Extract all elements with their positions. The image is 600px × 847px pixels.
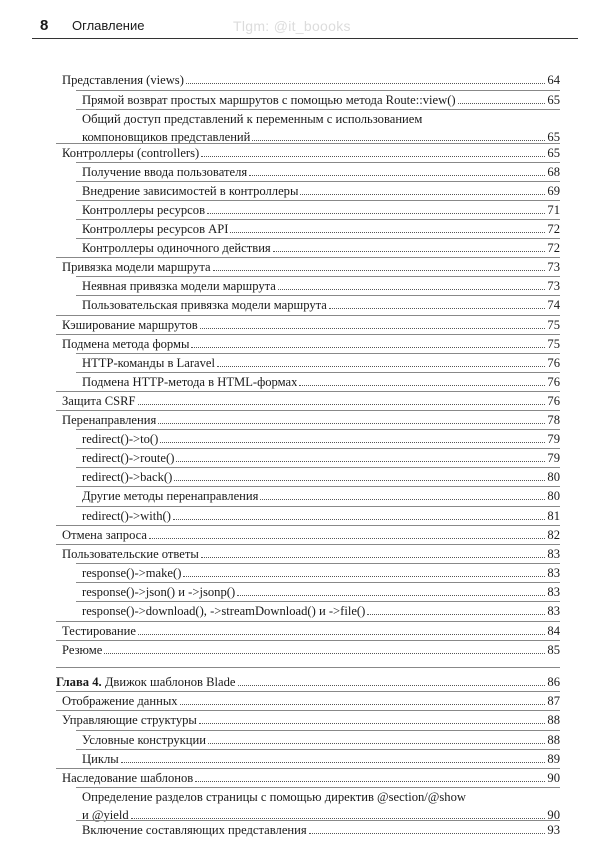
toc-entry-page: 93	[547, 823, 560, 837]
entry-separator	[56, 143, 560, 144]
toc-entry-line	[82, 564, 560, 582]
toc-entry-title-line1: Определение разделов страницы с помощью директив @section/@show	[82, 790, 466, 804]
entry-separator	[76, 749, 560, 750]
dot-leader	[329, 308, 546, 309]
entry-separator	[56, 768, 560, 769]
toc-entry-line	[82, 602, 560, 620]
toc-entry-title-text: Наследование шаблонов	[62, 771, 194, 785]
dot-leader	[160, 442, 545, 443]
toc-entry-title	[62, 622, 136, 640]
dot-leader	[173, 519, 545, 520]
toc-entry-line	[82, 239, 560, 257]
dot-leader	[183, 576, 545, 577]
toc-entry-title	[82, 583, 235, 601]
toc-entry-line	[82, 220, 560, 238]
toc-entry	[56, 507, 560, 525]
toc-entry-title	[62, 392, 136, 410]
dot-leader	[131, 818, 546, 819]
toc-entry-title-text: Отмена запроса	[62, 528, 148, 542]
toc-entry-line	[82, 91, 560, 109]
toc-entry-line	[56, 673, 560, 691]
toc-entry	[56, 487, 560, 505]
toc-entry	[56, 750, 560, 768]
dot-leader	[186, 83, 546, 84]
toc-entry-title	[82, 239, 271, 257]
toc-entry-page: 86	[547, 675, 560, 689]
toc-entry-page: 88	[547, 733, 560, 747]
dot-leader	[208, 743, 545, 744]
toc-entry-line	[82, 430, 560, 448]
toc-entry-page: 90	[547, 771, 560, 785]
toc-entry-page: 64	[547, 73, 560, 87]
toc-entry-title-text: Тестирование	[62, 624, 136, 638]
toc-entry	[56, 411, 560, 429]
toc-entry-title-text: Подмена HTTP-метода в HTML-формах	[82, 375, 298, 389]
toc-entry-line	[82, 373, 560, 391]
toc-entry-page: 83	[547, 566, 560, 580]
toc-entry-title-text: redirect()->to()	[82, 432, 159, 446]
toc-entry-title	[62, 526, 147, 544]
toc-entry-page: 73	[547, 260, 560, 274]
toc-entry-title	[82, 220, 228, 238]
entry-separator	[76, 372, 560, 373]
toc-entry-title-text: redirect()->back()	[82, 470, 173, 484]
entry-separator	[76, 506, 560, 507]
dot-leader	[174, 480, 545, 481]
entry-separator	[76, 429, 560, 430]
toc-entry	[56, 583, 560, 601]
toc-entry-title-text: Привязка модели маршрута	[62, 260, 211, 274]
toc-entry-page: 65	[547, 130, 560, 144]
toc-entry-line	[82, 277, 560, 295]
toc-entry-page: 90	[547, 808, 560, 822]
toc-entry-line	[82, 731, 560, 749]
toc-entry-page: 75	[547, 318, 560, 332]
dot-leader	[238, 685, 546, 686]
entry-separator	[76, 787, 560, 788]
toc-entry	[56, 392, 560, 410]
toc-entry-title-text: Прямой возврат простых маршрутов с помощью метода Route::view()	[82, 93, 456, 107]
toc-entry	[56, 354, 560, 372]
toc-entry-page: 76	[547, 394, 560, 408]
entry-separator	[56, 410, 560, 411]
toc-entry-page: 65	[547, 93, 560, 107]
toc-entry-page: 85	[547, 643, 560, 657]
toc-entry-title-text: компоновщиков представлений	[82, 130, 251, 144]
toc-entry-line	[62, 144, 560, 162]
entry-separator	[56, 315, 560, 316]
toc-entry	[56, 296, 560, 314]
toc-entry-line	[82, 201, 560, 219]
entry-separator	[76, 295, 560, 296]
entry-separator	[76, 90, 560, 91]
toc-entry-title-text: redirect()->route()	[82, 451, 175, 465]
page-number: 8	[40, 17, 49, 34]
toc-entry-page: 78	[547, 413, 560, 427]
toc-entry-title	[62, 144, 199, 162]
toc-entry-page: 68	[547, 165, 560, 179]
dot-leader	[230, 232, 545, 233]
toc-entry-title	[82, 821, 307, 839]
entry-separator	[76, 200, 560, 201]
toc-entry-title-text: Контроллеры (controllers)	[62, 146, 200, 160]
entry-separator	[56, 691, 560, 692]
watermark: Tlgm: @it_boooks	[233, 18, 351, 34]
toc-entry-title-text: Защита CSRF	[62, 394, 136, 408]
chapter-label: Глава 4.	[56, 675, 102, 689]
toc-entry-title	[82, 296, 327, 314]
toc-entry-title	[82, 430, 158, 448]
toc-entry-line	[82, 750, 560, 768]
toc-entry-line	[62, 711, 560, 729]
toc-entry-title-text: HTTP-команды в Laravel	[82, 356, 215, 370]
entry-separator	[76, 486, 560, 487]
entry-separator	[56, 544, 560, 545]
toc-entry-title-text: Представления (views)	[62, 73, 184, 87]
toc-entry	[56, 110, 560, 146]
toc-entry-page: 82	[547, 528, 560, 542]
toc-entry-line	[62, 71, 560, 89]
dot-leader	[158, 423, 545, 424]
toc-entry	[56, 91, 560, 109]
toc-entry-title	[82, 750, 119, 768]
toc-entry-title	[62, 335, 189, 353]
dot-leader	[273, 251, 546, 252]
entry-separator	[76, 582, 560, 583]
entry-separator	[76, 181, 560, 182]
toc-entry-page: 72	[547, 222, 560, 236]
toc-entry	[56, 239, 560, 257]
toc-entry	[56, 602, 560, 620]
dot-leader	[191, 347, 545, 348]
entry-separator	[76, 238, 560, 239]
toc-entry-line	[62, 545, 560, 563]
dot-leader	[180, 704, 546, 705]
toc-entry-line	[82, 449, 560, 467]
toc-entry-page: 71	[547, 203, 560, 217]
toc-entry-line	[82, 468, 560, 486]
toc-entry-page: 79	[547, 451, 560, 465]
toc-entry-title-text: Движок шаблонов Blade	[104, 675, 236, 689]
toc-entry	[56, 564, 560, 582]
entry-separator	[76, 219, 560, 220]
toc-entry-line	[82, 354, 560, 372]
chapter-entry	[56, 673, 560, 691]
dot-leader	[309, 833, 546, 834]
entry-separator	[56, 640, 560, 641]
toc-entry	[56, 430, 560, 448]
toc-entry-page: 88	[547, 713, 560, 727]
entry-separator	[56, 621, 560, 622]
toc-entry-title	[62, 769, 193, 787]
toc-entry-line	[62, 316, 560, 334]
toc-entry-line	[62, 641, 560, 659]
toc-entry	[56, 468, 560, 486]
toc-entry	[56, 641, 560, 659]
toc-entry-title	[82, 277, 276, 295]
toc-entry-title	[82, 373, 297, 391]
toc-entry-line	[82, 163, 560, 181]
toc-entry-title	[62, 258, 211, 276]
toc-entry	[56, 692, 560, 710]
toc-entry-page: 76	[547, 356, 560, 370]
toc-entry-line	[62, 526, 560, 544]
entry-separator	[76, 820, 560, 821]
toc-entry	[56, 622, 560, 640]
toc-entry	[56, 449, 560, 467]
toc-entry-title-text: response()->make()	[82, 566, 182, 580]
toc-entry-title-text: Контроллеры ресурсов	[82, 203, 206, 217]
toc-entry	[56, 277, 560, 295]
chapter-separator	[56, 667, 560, 668]
toc-entry-page: 84	[547, 624, 560, 638]
toc-entry-title-text: Условные конструкции	[82, 733, 206, 747]
toc-entry-page: 80	[547, 470, 560, 484]
page-header	[22, 14, 578, 38]
toc-entry	[56, 526, 560, 544]
toc-entry-title-text: Резюме	[62, 643, 103, 657]
toc-entry	[56, 769, 560, 787]
toc-entry-title-text: Подмена метода формы	[62, 337, 190, 351]
toc-entry-page: 81	[547, 509, 560, 523]
toc-entry	[56, 731, 560, 749]
toc-entry-title-text: Неявная привязка модели маршрута	[82, 279, 276, 293]
toc-entry-title-text: Включение составляющих представления	[82, 823, 307, 837]
toc-entry-line	[82, 821, 560, 839]
toc-entry-title	[82, 182, 298, 200]
toc-entry-title	[82, 602, 365, 620]
toc-entry-title	[62, 316, 198, 334]
toc-entry-title-text: Пользовательские ответы	[62, 547, 199, 561]
dot-leader	[213, 270, 546, 271]
toc-entry-title	[82, 201, 205, 219]
toc-entry-line	[62, 692, 560, 710]
toc-entry-page: 79	[547, 432, 560, 446]
toc-entry-title-text: Другие методы перенаправления	[82, 489, 259, 503]
toc-entry-title-text: redirect()->with()	[82, 509, 171, 523]
toc-entry-line	[82, 583, 560, 601]
toc-entry-title	[82, 507, 171, 525]
toc-entry-title-line1: Общий доступ представлений к переменным с использованием	[82, 112, 423, 126]
toc-entry-line	[62, 335, 560, 353]
toc-entry-page: 83	[547, 547, 560, 561]
toc-entry	[56, 220, 560, 238]
dot-leader	[104, 653, 545, 654]
toc-entry-title-text: Получение ввода пользователя	[82, 165, 248, 179]
dot-leader	[458, 103, 546, 104]
toc-entry-page: 76	[547, 375, 560, 389]
toc-entry-line	[82, 487, 560, 505]
dot-leader	[138, 634, 545, 635]
entry-separator	[76, 563, 560, 564]
entry-separator	[76, 353, 560, 354]
toc-entry	[56, 788, 560, 824]
toc-entry-line	[82, 507, 560, 525]
toc-entry-line	[62, 769, 560, 787]
toc-entry	[56, 821, 560, 839]
toc-entry-line	[82, 296, 560, 314]
toc-entry-title-text: response()->json() и ->jsonp()	[82, 585, 236, 599]
toc-entry-page: 83	[547, 604, 560, 618]
dot-leader	[278, 289, 546, 290]
toc-entry	[56, 335, 560, 353]
toc-entry-page: 73	[547, 279, 560, 293]
toc-entry-page: 69	[547, 184, 560, 198]
dot-leader	[138, 404, 546, 405]
entry-separator	[56, 334, 560, 335]
toc-entry-title	[56, 673, 236, 691]
dot-leader	[367, 614, 545, 615]
entry-separator	[76, 467, 560, 468]
toc-entry	[56, 316, 560, 334]
toc-entry	[56, 545, 560, 563]
toc-entry-title	[62, 641, 102, 659]
toc-entry-title	[62, 71, 184, 89]
toc-entry	[56, 201, 560, 219]
toc-entry-title-text: Контроллеры одиночного действия	[82, 241, 271, 255]
toc-entry-page: 72	[547, 241, 560, 255]
entry-separator	[56, 525, 560, 526]
dot-leader	[149, 538, 545, 539]
entry-separator	[76, 162, 560, 163]
toc-entry-page: 83	[547, 585, 560, 599]
entry-separator	[76, 601, 560, 602]
dot-leader	[237, 595, 545, 596]
dot-leader	[176, 461, 545, 462]
toc-entry	[56, 711, 560, 729]
dot-leader	[300, 194, 545, 195]
toc-entry	[56, 163, 560, 181]
entry-separator	[76, 730, 560, 731]
header-rule	[32, 38, 578, 39]
toc-entry-title	[82, 354, 215, 372]
dot-leader	[201, 557, 546, 558]
toc-entry-page: 75	[547, 337, 560, 351]
entry-separator	[56, 391, 560, 392]
toc-entry-title	[82, 468, 172, 486]
toc-entry-title-text: и @yield	[82, 808, 129, 822]
dot-leader	[260, 499, 545, 500]
dot-leader	[199, 723, 546, 724]
dot-leader	[201, 156, 545, 157]
toc-entry-title-text: Циклы	[82, 752, 119, 766]
toc-entry-title	[62, 545, 199, 563]
running-head: Оглавление	[72, 18, 145, 33]
toc-entry-page: 87	[547, 694, 560, 708]
toc-entry-title	[82, 731, 206, 749]
toc-entry	[56, 258, 560, 276]
entry-separator	[76, 109, 560, 110]
dot-leader	[249, 175, 545, 176]
toc-entry-title-text: Пользовательская привязка модели маршрута	[82, 298, 327, 312]
toc-entry-title-text: Отображение данных	[62, 694, 178, 708]
toc-entry-title-text: response()->download(), ->streamDownload() и ->file()	[82, 604, 366, 618]
toc-entry-page: 65	[547, 146, 560, 160]
dot-leader	[217, 366, 545, 367]
dot-leader	[252, 140, 545, 141]
toc-entry-title-text: Управляющие структуры	[62, 713, 197, 727]
toc-entry-title	[62, 692, 178, 710]
toc-entry-line	[62, 622, 560, 640]
toc-entry-page: 80	[547, 489, 560, 503]
toc-entry	[56, 373, 560, 391]
toc-entry-line	[82, 182, 560, 200]
entry-separator	[56, 257, 560, 258]
toc-entry-line	[62, 392, 560, 410]
toc-entry-title-text: Контроллеры ресурсов API	[82, 222, 229, 236]
entry-separator	[76, 276, 560, 277]
toc-entry-title-text: Внедрение зависимостей в контроллеры	[82, 184, 299, 198]
toc-entry-title	[82, 91, 456, 109]
dot-leader	[207, 213, 545, 214]
toc-entry	[56, 182, 560, 200]
dot-leader	[195, 781, 545, 782]
toc-entry-title-text: Перенаправления	[62, 413, 157, 427]
toc-entry-title	[82, 449, 174, 467]
toc-entry-title	[62, 711, 197, 729]
entry-separator	[56, 710, 560, 711]
toc-entry-title	[82, 163, 247, 181]
toc-entry-line	[62, 411, 560, 429]
toc-entry-title-text: Кэширование маршрутов	[62, 318, 198, 332]
toc-entry	[56, 144, 560, 162]
entry-separator	[76, 448, 560, 449]
dot-leader	[200, 328, 546, 329]
dot-leader	[121, 762, 546, 763]
toc-entry-title	[62, 411, 156, 429]
toc-entry-page: 74	[547, 298, 560, 312]
toc-entry-page: 89	[547, 752, 560, 766]
toc-entry	[56, 71, 560, 89]
toc-entry-line	[62, 258, 560, 276]
dot-leader	[299, 385, 545, 386]
toc-entry-title	[82, 487, 258, 505]
toc-entry-title	[82, 564, 181, 582]
